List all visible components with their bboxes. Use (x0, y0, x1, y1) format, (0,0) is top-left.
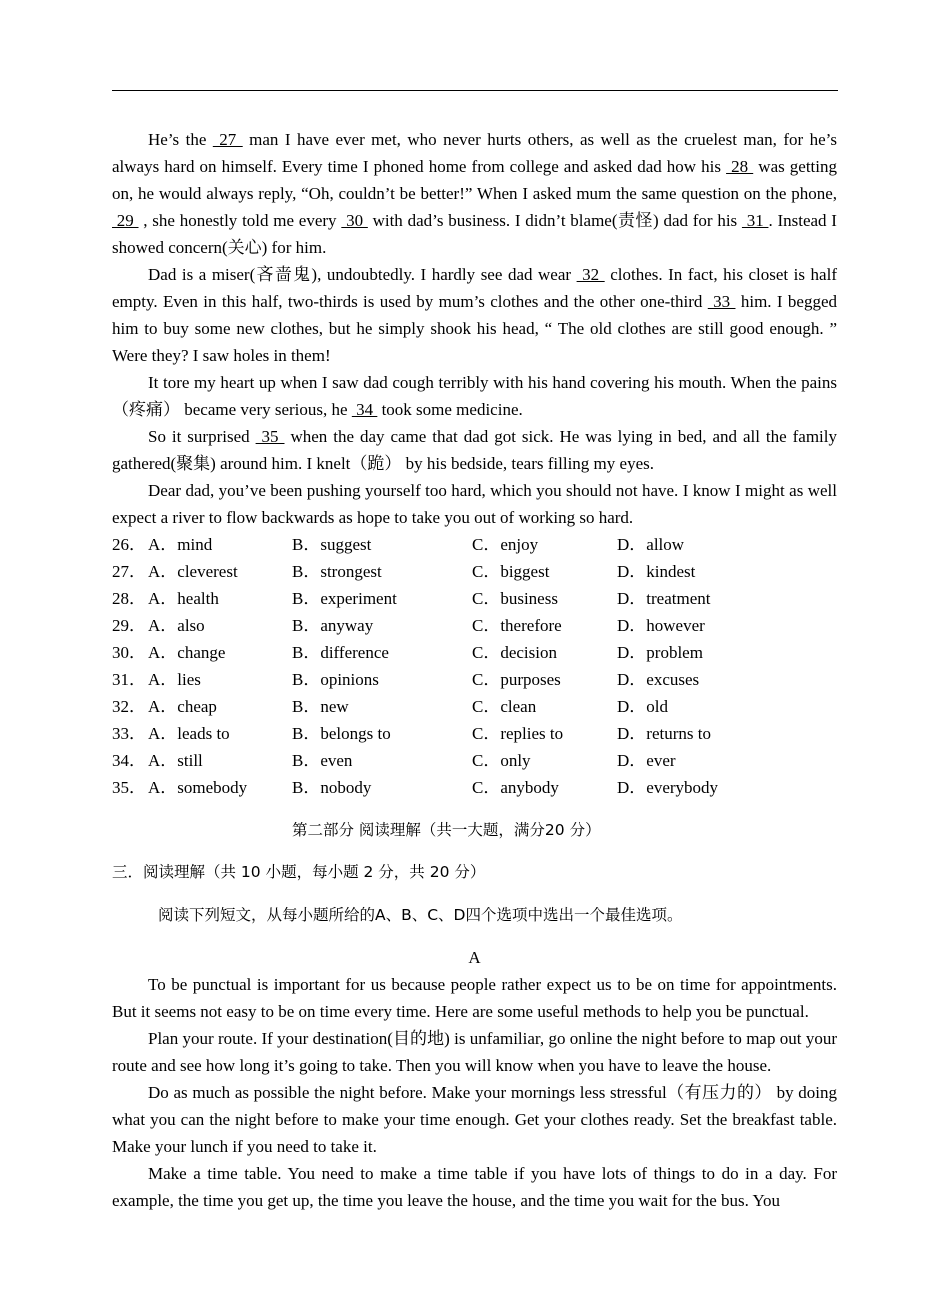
cloze-questions (112, 531, 837, 801)
text-segment: took some medicine. (377, 400, 523, 419)
option-a: A．still (148, 751, 203, 770)
text-segment: Dad is a miser(吝啬鬼), undoubtedly. I hardly see dad wear (148, 265, 577, 284)
cloze-paragraph (112, 369, 837, 423)
cloze-paragraph (112, 423, 837, 477)
question-row (112, 585, 837, 612)
blank-number: 35 (255, 427, 285, 446)
option-a: A．change (148, 643, 226, 662)
blank-number: 27 (212, 130, 243, 149)
cloze-paragraph (112, 126, 837, 261)
text-segment: So it surprised (148, 427, 256, 446)
text-segment: with dad’s business. I didn’t blame(责怪) dad for his (367, 211, 742, 230)
text-segment: , she honestly told me every (138, 211, 342, 230)
option-c: C．business (472, 589, 558, 608)
option-d: D．kindest (617, 562, 696, 581)
instruction: 阅读下列短文，从每小题所给的A、B、C、D四个选项中选出一个最佳选项。 (158, 905, 683, 924)
passage-a-paragraph: Make a time table. You need to make a time table if you have lots of things to do in a day. For example, the time you get up, the time you leave the house, and the time you wait for the bus. You (112, 1164, 837, 1210)
option-d: D．old (617, 697, 668, 716)
option-b: B．experiment (292, 589, 397, 608)
option-d: D．treatment (617, 589, 711, 608)
option-a: A．also (148, 616, 205, 635)
cloze-paragraph (112, 261, 837, 369)
question-number: 27． (112, 562, 146, 581)
question-number: 35． (112, 778, 146, 797)
cloze-passage (112, 126, 837, 531)
text-segment: was getting on, he would always reply, “Oh, couldn’t be better!” When I asked mum the same question on the phone, (112, 157, 838, 203)
option-c: C．decision (472, 643, 557, 662)
blank-number: 34 (351, 400, 378, 419)
option-c: C．only (472, 751, 531, 770)
passage-a-label: A (468, 948, 481, 967)
section3-heading: 三．阅读理解（共 10 小题，每小题 2 分，共 20 分） (112, 863, 486, 881)
text-segment: Dear dad, you’ve been pushing yourself too hard, which you should not have. I know I might as well expect a river to flow backwards as hope to take you out of working so hard. (112, 481, 837, 527)
option-d: D．allow (617, 535, 685, 554)
option-d: D．everybody (617, 778, 719, 797)
question-number: 31． (112, 670, 146, 689)
option-c: C．biggest (472, 562, 550, 581)
option-d: D．returns to (617, 724, 711, 743)
question-row (112, 774, 837, 801)
option-a: A．lies (148, 670, 201, 689)
option-d: D．excuses (617, 670, 700, 689)
question-number: 26． (112, 535, 146, 554)
option-c: C．enjoy (472, 535, 539, 554)
option-d: D．ever (617, 751, 676, 770)
blank-number: 31 (741, 211, 769, 230)
question-row (112, 693, 837, 720)
passage-a-paragraph: To be punctual is important for us because people rather expect us to be on time for appointments. But it seems not easy to be on time every time. Here are some useful methods to help you be punctual. (112, 975, 837, 1021)
option-b: B．belongs to (292, 724, 391, 743)
blank-number: 28 (726, 157, 754, 176)
option-b: B．difference (292, 643, 389, 662)
text-segment: clothes. In fact, his closet is half empty. Even in this half, two-thirds is used by mum’s clothes and the other one-third (112, 265, 837, 311)
question-row (112, 558, 837, 585)
question-row (112, 666, 837, 693)
option-b: B．strongest (292, 562, 382, 581)
option-a: A．cleverest (148, 562, 238, 581)
question-number: 28． (112, 589, 146, 608)
passage-a-paragraph: Do as much as possible the night before. Make your mornings less stressful（有压力的） by doing what you can the night before to make your time enough. Get your clothes ready. Set the breakfast table. Make your lunch if you need to take it. (112, 1083, 837, 1156)
option-b: B．nobody (292, 778, 372, 797)
option-b: B．even (292, 751, 353, 770)
option-a: A．somebody (148, 778, 248, 797)
option-c: C．purposes (472, 670, 561, 689)
passage-a (112, 971, 837, 1214)
question-row (112, 639, 837, 666)
blank-number: 29 (112, 211, 139, 230)
question-row (112, 747, 837, 774)
header-rule (112, 90, 838, 91)
question-number: 32． (112, 697, 146, 716)
text-segment: It tore my heart up when I saw dad cough terribly with his hand covering his mouth. When the pains（疼痛） became very serious, he (112, 373, 837, 419)
question-number: 34． (112, 751, 146, 770)
question-number: 33． (112, 724, 146, 743)
blank-number: 32 (576, 265, 605, 284)
question-row (112, 720, 837, 747)
option-b: B．suggest (292, 535, 372, 554)
option-b: B．new (292, 697, 349, 716)
text-segment: . Instead I showed concern(关心) for him. (112, 211, 837, 257)
question-row (112, 531, 837, 558)
option-c: C．replies to (472, 724, 564, 743)
part2-heading: 第二部分 阅读理解（共一大题，满分20 分） (292, 820, 601, 839)
option-c: C．clean (472, 697, 537, 716)
option-c: C．therefore (472, 616, 562, 635)
text-segment: him. I begged him to buy some new clothes, but he simply shook his head, “ The old clothes are still good enough. ” Were they? I saw holes in them! (112, 292, 838, 365)
option-a: A．cheap (148, 697, 217, 716)
question-number: 30． (112, 643, 146, 662)
text-segment: man I have ever met, who never hurts others, as well as the cruelest man, for he’s always hard on himself. Every time I phoned home from college and asked dad how his (112, 130, 837, 176)
option-c: C．anybody (472, 778, 559, 797)
cloze-paragraph (112, 477, 837, 531)
option-b: B．anyway (292, 616, 374, 635)
question-row (112, 612, 837, 639)
exam-page (112, 126, 837, 1214)
blank-number: 30 (341, 211, 368, 230)
option-a: A．mind (148, 535, 213, 554)
option-a: A．health (148, 589, 219, 608)
text-segment: when the day came that dad got sick. He was lying in bed, and all the family gathered(聚集) around him. I knelt（跪） by his bedside, tears filling my eyes. (112, 427, 837, 473)
text-segment: He’s the (148, 130, 213, 149)
question-number: 29． (112, 616, 146, 635)
option-d: D．problem (617, 643, 703, 662)
option-d: D．however (617, 616, 705, 635)
blank-number: 33 (707, 292, 736, 311)
option-a: A．leads to (148, 724, 230, 743)
option-b: B．opinions (292, 670, 379, 689)
passage-a-paragraph: Plan your route. If your destination(目的地) is unfamiliar, go online the night before to map out your route and see how long it’s going to take. Then you will know when you have to leave the house. (112, 1029, 837, 1075)
